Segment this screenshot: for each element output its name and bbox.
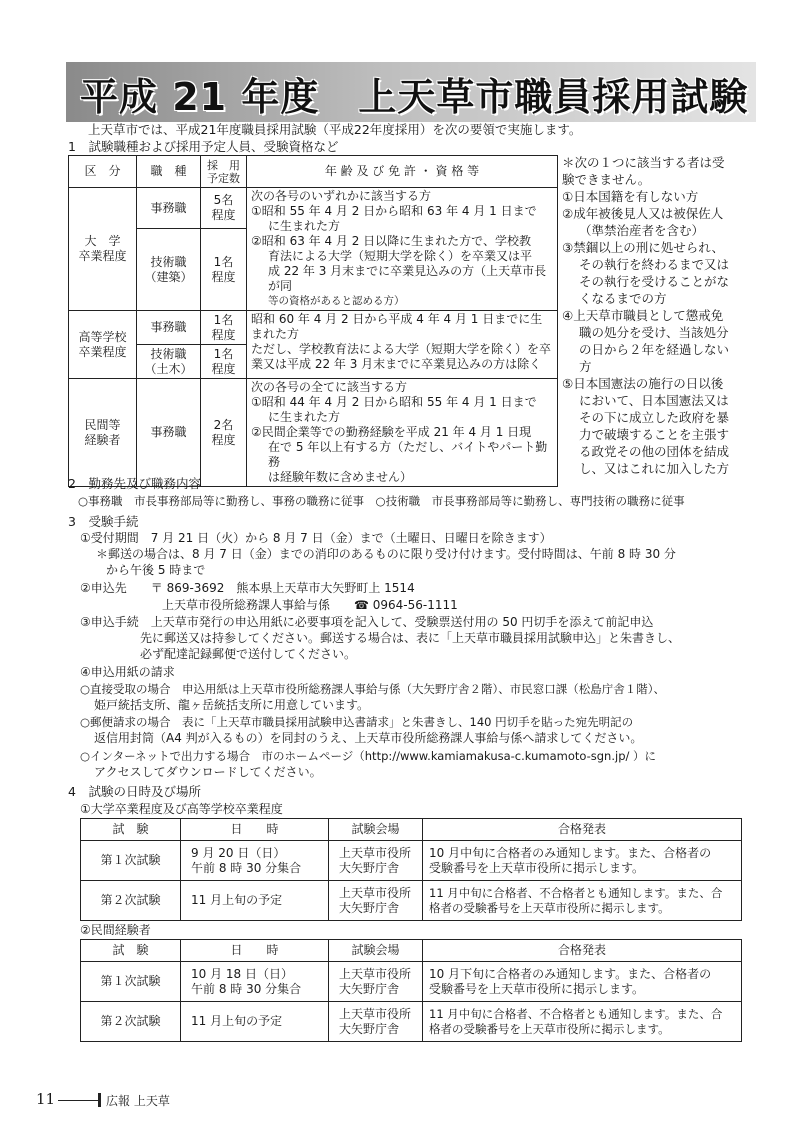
disqualification-notes xyxy=(562,154,758,477)
section3-line: 姫戸統括支所、龍ヶ岳統括支所に用意しています。 xyxy=(94,698,370,712)
header-job: 職 種 xyxy=(137,156,201,188)
schedule-table-experienced xyxy=(80,939,742,1042)
condition-line: 昭和 60 年 4 月 2 日から平成 4 年 4 月 1 日までに生 xyxy=(251,312,543,326)
condition-line: に生まれた方 xyxy=(268,219,341,233)
schedule-subheading: ②民間経験者 xyxy=(80,923,151,937)
exam-cell: 第２次試験 xyxy=(81,1002,181,1042)
note-line: の日から２年を経過しない xyxy=(579,342,730,357)
condition-line: まれた方 xyxy=(251,327,300,341)
venue-cell: 上天草市役所 大矢野庁舎 xyxy=(329,881,423,921)
note-line: し、又はこれに加入した方 xyxy=(579,461,730,476)
note-line: ④上天草市職員として懲戒免 xyxy=(562,308,724,323)
section3-line: から午後 5 時まで xyxy=(106,563,206,577)
count-cell: 1名 程度 xyxy=(201,311,247,345)
section3-heading: 3 受験手続 xyxy=(68,514,139,529)
condition-line: ただし、学校教育法による大学（短期大学を除く）を卒 xyxy=(251,342,552,356)
category-university: 大 学 卒業程度 xyxy=(69,188,137,311)
note-line: 職の処分を受け、当該処分 xyxy=(579,325,729,340)
condition-line: ①昭和 55 年 4 月 2 日から昭和 63 年 4 月 1 日まで xyxy=(251,204,537,218)
condition-line: に生まれた方 xyxy=(268,410,341,424)
venue-cell: 上天草市役所 大矢野庁舎 xyxy=(329,962,423,1002)
header-announcement: 合格発表 xyxy=(423,940,742,962)
announcement-cell: 10 月中旬に合格者のみ通知します。また、合格者の 受験番号を上天草市役所に掲示します。 xyxy=(423,841,742,881)
header-exam: 試 験 xyxy=(81,940,181,962)
condition-line: 業又は平成 22 年 3 月末までに卒業見込みの方は除く xyxy=(251,357,542,371)
header-count: 採 用 予定数 xyxy=(201,156,247,188)
condition-line: ①昭和 44 年 4 月 2 日から昭和 55 年 4 月 1 日まで xyxy=(251,395,537,409)
condition-line: は経験年数に含めません） xyxy=(268,470,413,484)
note-line: ②成年被後見人又は被保佐人 xyxy=(562,206,724,221)
conditions-university xyxy=(247,188,558,311)
datetime-cell: 11 月上旬の予定 xyxy=(181,1002,329,1042)
condition-line: 在で 5 年以上有する方（ただし、バイトやパート勤務 xyxy=(268,440,548,469)
header-datetime: 日 時 xyxy=(181,819,329,841)
header-venue: 試験会場 xyxy=(329,940,423,962)
condition-line: ②昭和 63 年 4 月 2 日以降に生まれた方で、学校教 xyxy=(251,234,531,248)
exam-cell: 第１次試験 xyxy=(81,841,181,881)
section3-line: ＊郵送の場合は、8 月 7 日（金）までの消印のあるものに限り受け付けます。受付時間は、午前 8 時 30 分 xyxy=(96,547,676,561)
note-line: ①日本国籍を有しない方 xyxy=(562,189,699,204)
requirements-table xyxy=(68,155,558,487)
note-line: ⑤日本国憲法の施行の日以後 xyxy=(562,376,724,391)
section2-heading: 2 勤務先及び職務内容 xyxy=(68,476,201,491)
conditions-experienced xyxy=(247,379,558,487)
job-cell: 技術職 （建築） xyxy=(137,229,201,311)
section3-line: 上天草市役所総務課人事給与係 ☎ 0964-56-1111 xyxy=(162,598,458,612)
header-category: 区 分 xyxy=(69,156,137,188)
announcement-cell: 10 月下旬に合格者のみ通知します。また、合格者の 受験番号を上天草市役所に掲示します。 xyxy=(423,962,742,1002)
datetime-cell: 11 月上旬の予定 xyxy=(181,881,329,921)
announcement-cell: 11 月中旬に合格者、不合格者とも通知します。また、合 格者の受験番号を上天草市役所に掲示します。 xyxy=(423,881,742,921)
note-line: くなるまでの方 xyxy=(579,291,667,306)
category-experienced: 民間等 経験者 xyxy=(69,379,137,487)
section3-line: ○インターネットで出力する場合 市のホームページ（http://www.kamiamakusa-c.kumamoto-sgn.jp/ ）に xyxy=(80,749,657,763)
count-cell: 1名 程度 xyxy=(201,229,247,311)
section3-line: 先に郵送又は持参してください。郵送する場合は、表に「上天草市職員採用試験申込」と朱書きし、 xyxy=(140,631,681,645)
announcement-cell: 11 月中旬に合格者、不合格者とも通知します。また、合 格者の受験番号を上天草市役所に掲示します。 xyxy=(423,1002,742,1042)
page-number: 11 xyxy=(36,1090,56,1108)
footer-bar xyxy=(98,1093,101,1107)
section3-line: 必ず配達記録郵便で送付してください。 xyxy=(140,647,357,661)
note-line: その執行を終わるまで又は xyxy=(579,257,730,272)
section4-heading: 4 試験の日時及び場所 xyxy=(68,784,201,799)
exam-cell: 第２次試験 xyxy=(81,881,181,921)
datetime-cell: 10 月 18 日（日） 午前 8 時 30 分集合 xyxy=(181,962,329,1002)
schedule-subheading: ①大学卒業程度及び高等学校卒業程度 xyxy=(80,802,283,816)
condition-line: 成 22 年 3 月末までに卒業見込みの方（上天草市長が同 xyxy=(268,264,547,293)
count-cell: 5名 程度 xyxy=(201,188,247,229)
job-cell: 事務職 xyxy=(137,379,201,487)
page-title: 平成 21 年度 上天草市職員採用試験 xyxy=(80,75,749,119)
section3-line: ○郵便請求の場合 表に「上天草市職員採用試験申込書請求」と朱書きし、140 円切手を貼った宛先明記の xyxy=(80,715,634,729)
conditions-highschool xyxy=(247,311,558,379)
condition-line: 育法による大学（短期大学を除く）を卒業又は平 xyxy=(268,249,533,263)
schedule-table-graduates xyxy=(80,818,742,921)
job-cell: 事務職 xyxy=(137,188,201,229)
section3-line: ②申込先 〒 869-3692 熊本県上天草市大矢野町上 1514 xyxy=(80,581,415,595)
datetime-cell: 9 月 20 日（日） 午前 8 時 30 分集合 xyxy=(181,841,329,881)
exam-cell: 第１次試験 xyxy=(81,962,181,1002)
category-highschool: 高等学校 卒業程度 xyxy=(69,311,137,379)
job-cell: 事務職 xyxy=(137,311,201,345)
note-line: る政党その他の団体を結成 xyxy=(579,444,730,459)
count-cell: 2名 程度 xyxy=(201,379,247,487)
header-venue: 試験会場 xyxy=(329,819,423,841)
note-line: 方 xyxy=(579,359,592,374)
job-cell: 技術職 （土木） xyxy=(137,345,201,379)
condition-line: ②民間企業等での勤務経験を平成 21 年 4 月 1 日現 xyxy=(251,425,532,439)
header-datetime: 日 時 xyxy=(181,940,329,962)
note-line: 験できません。 xyxy=(562,172,651,187)
note-line: （準禁治産者を含む） xyxy=(579,223,705,238)
section3-line: 返信用封筒（A4 判が入るもの）を同封のうえ、上天草市役所総務課人事給与係へ請求してください。 xyxy=(94,731,643,745)
section3-line: ④申込用紙の請求 xyxy=(80,665,175,679)
section3-line: アクセスしてダウンロードしてください。 xyxy=(94,765,322,779)
header-exam: 試 験 xyxy=(81,819,181,841)
condition-line: 次の各号のいずれかに該当する方 xyxy=(251,189,432,203)
footer-rule xyxy=(58,1100,98,1101)
condition-line: 等の資格があると認める方） xyxy=(268,295,405,307)
venue-cell: 上天草市役所 大矢野庁舎 xyxy=(329,1002,423,1042)
note-line: 力で破壊することを主張す xyxy=(579,427,730,442)
header-conditions: 年 齢 及 び 免 許 ・ 資 格 等 xyxy=(247,156,558,188)
venue-cell: 上天草市役所 大矢野庁舎 xyxy=(329,841,423,881)
title-banner xyxy=(66,62,756,122)
note-line: ③禁錮以上の刑に処せられ、 xyxy=(562,240,724,255)
publication-name: 広報 上天草 xyxy=(106,1094,170,1108)
intro-text: 上天草市では、平成21年度職員採用試験（平成22年度採用）を次の要領で実施します。 xyxy=(88,122,582,137)
note-line: その執行を受けることがな xyxy=(579,274,730,289)
header-announcement: 合格発表 xyxy=(423,819,742,841)
condition-line: 次の各号の全てに該当する方 xyxy=(251,380,408,394)
note-line: において、日本国憲法又は xyxy=(579,393,729,408)
note-line: その下に成立した政府を暴 xyxy=(579,410,730,425)
section3-line: ①受付期間 7 月 21 日（火）から 8 月 7 日（金）まで（土曜日、日曜日を除きます） xyxy=(80,531,552,545)
section1-heading: 1 試験職種および採用予定人員、受験資格など xyxy=(68,139,339,154)
section3-line: ③申込手続 上天草市発行の申込用紙に必要事項を記入して、受験票送付用の 50 円切手を添えて前記申込 xyxy=(80,615,654,629)
section2-text: ○事務職 市長事務部局等に勤務し、事務の職務に従事 ○技術職 市長事務部局等に勤務し、専門技術の職務に従事 xyxy=(78,494,685,508)
count-cell: 1名 程度 xyxy=(201,345,247,379)
note-line: ＊次の１つに該当する者は受 xyxy=(562,155,725,170)
section3-line: ○直接受取の場合 申込用紙は上天草市役所総務課人事給与係（大矢野庁舎２階）、市民窓口課（松島庁舎１階）、 xyxy=(80,682,666,696)
